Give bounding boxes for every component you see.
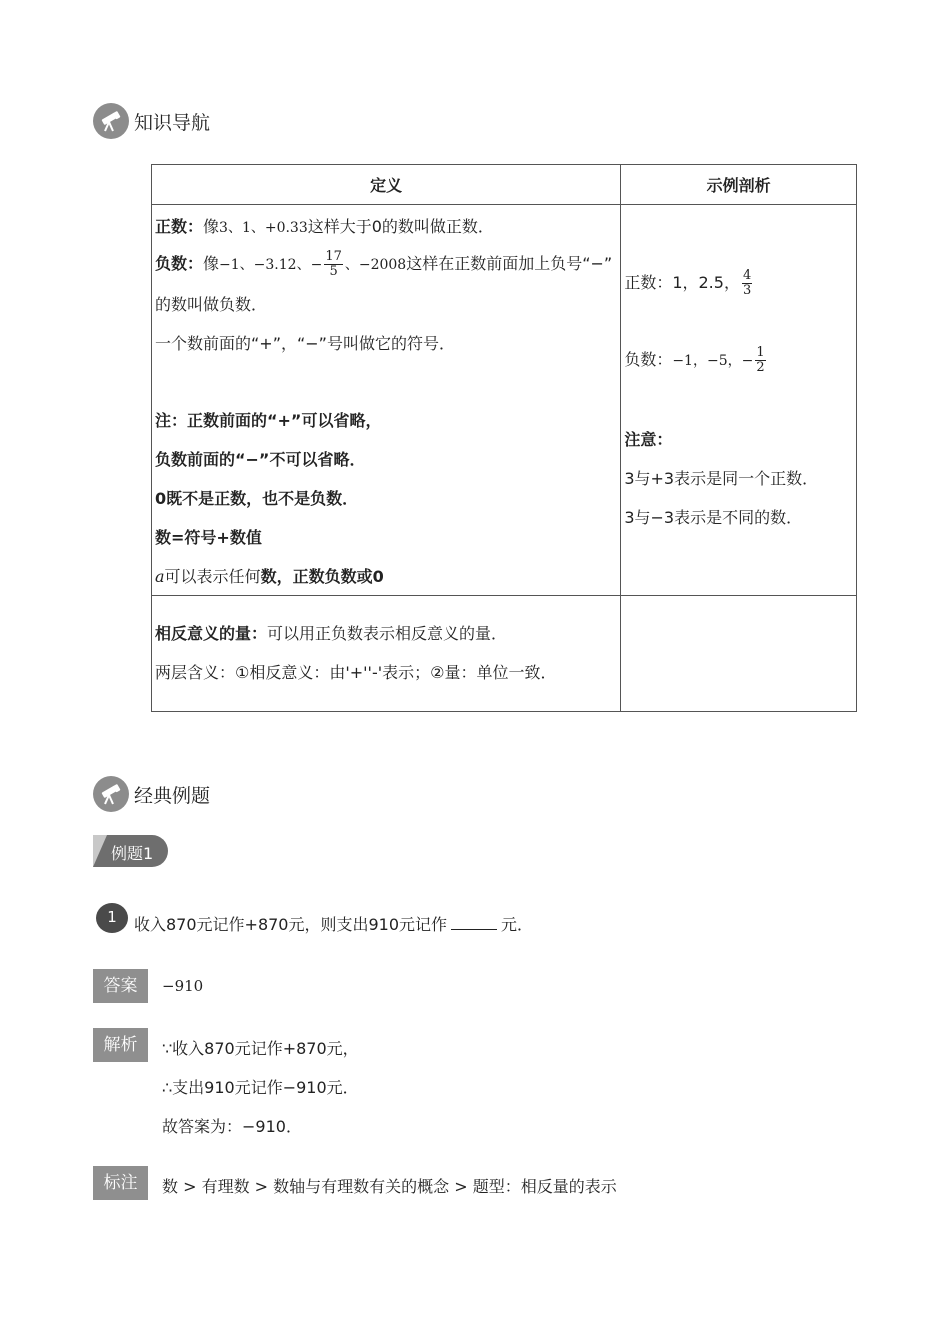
- question-number-badge: 1: [96, 903, 128, 933]
- knowledge-table: [151, 164, 857, 712]
- fraction-4-3: $\frac{4}{3}$: [742, 268, 752, 298]
- tag-breadcrumb: 数 > 有理数 > 数轴与有理数有关的概念 > 题型：相反量的表示: [162, 1177, 617, 1196]
- examples-note-2: 3与−3表示是不同的数．: [624, 508, 803, 527]
- opposite-quantity-cell: [152, 596, 621, 712]
- sign-definition: 一个数前面的“+”，“−”号叫做它的符号．: [155, 334, 455, 353]
- examples-note-1: 3与+3表示是同一个正数．: [624, 469, 819, 488]
- telescope-icon: [93, 776, 129, 812]
- negative-definition-cont: 的数叫做负数．: [155, 295, 268, 314]
- note-line-1: 注：正数前面的“+”可以省略，: [155, 411, 382, 430]
- positive-definition: 正数：像3、1、+0.33这样大于0的数叫做正数．: [155, 217, 494, 236]
- fraction-1-2: $\frac{1}{2}$: [756, 345, 765, 375]
- analysis-label: 解析: [93, 1028, 148, 1062]
- examples-section-header: [93, 776, 210, 812]
- example-tag-label: 例题1: [111, 844, 154, 863]
- telescope-icon: [93, 103, 129, 139]
- header-examples: 示例剖析: [621, 165, 857, 205]
- note-line-3: 0既不是正数，也不是负数．: [155, 489, 359, 508]
- opposite-quantity-definition: 相反意义的量：可以用正负数表示相反意义的量．: [155, 624, 508, 643]
- definition-cell: [152, 205, 621, 596]
- analysis-line-1: ∵收入870元记作+870元，: [162, 1039, 359, 1058]
- knowledge-section-header: [93, 103, 210, 139]
- examples-note-label: 注意：: [624, 430, 673, 449]
- negative-definition: 负数：像−1、−3.12、− $\frac{17}{5}$ 、−2008这样在正数前面加上负号“−”: [155, 249, 613, 279]
- example-tag: [93, 835, 168, 867]
- answer-label: 答案: [93, 969, 148, 1003]
- note-line-2: 负数前面的“−”不可以省略．: [155, 450, 366, 469]
- knowledge-section-title: 知识导航: [134, 111, 211, 134]
- examples-cell: [621, 205, 857, 596]
- tag-label: 标注: [93, 1166, 148, 1200]
- header-definition: 定义: [152, 165, 621, 205]
- note-line-5: a可以表示任何数，正数负数或0: [155, 567, 384, 586]
- answer-blank: [451, 929, 497, 930]
- answer-value: −910: [162, 977, 204, 995]
- note-line-4: 数=符号+数值: [155, 528, 262, 547]
- opposite-quantity-meaning: 两层含义：①相反意义：由'+''-'表示；②量：单位一致．: [155, 663, 557, 682]
- analysis-line-2: ∴支出910元记作−910元．: [162, 1078, 359, 1097]
- opposite-quantity-empty-cell: [621, 596, 857, 712]
- negative-examples: 负数：−1，−5，− $\frac{1}{2}$: [624, 345, 765, 375]
- question-text: 收入870元记作+870元，则支出910元记作 元．: [134, 915, 534, 934]
- positive-examples: 正数：1，2.5， $\frac{4}{3}$: [624, 268, 752, 298]
- analysis-line-3: 故答案为：−910．: [162, 1117, 302, 1136]
- fraction-17-5: $\frac{17}{5}$: [325, 249, 342, 279]
- examples-section-title: 经典例题: [134, 784, 211, 807]
